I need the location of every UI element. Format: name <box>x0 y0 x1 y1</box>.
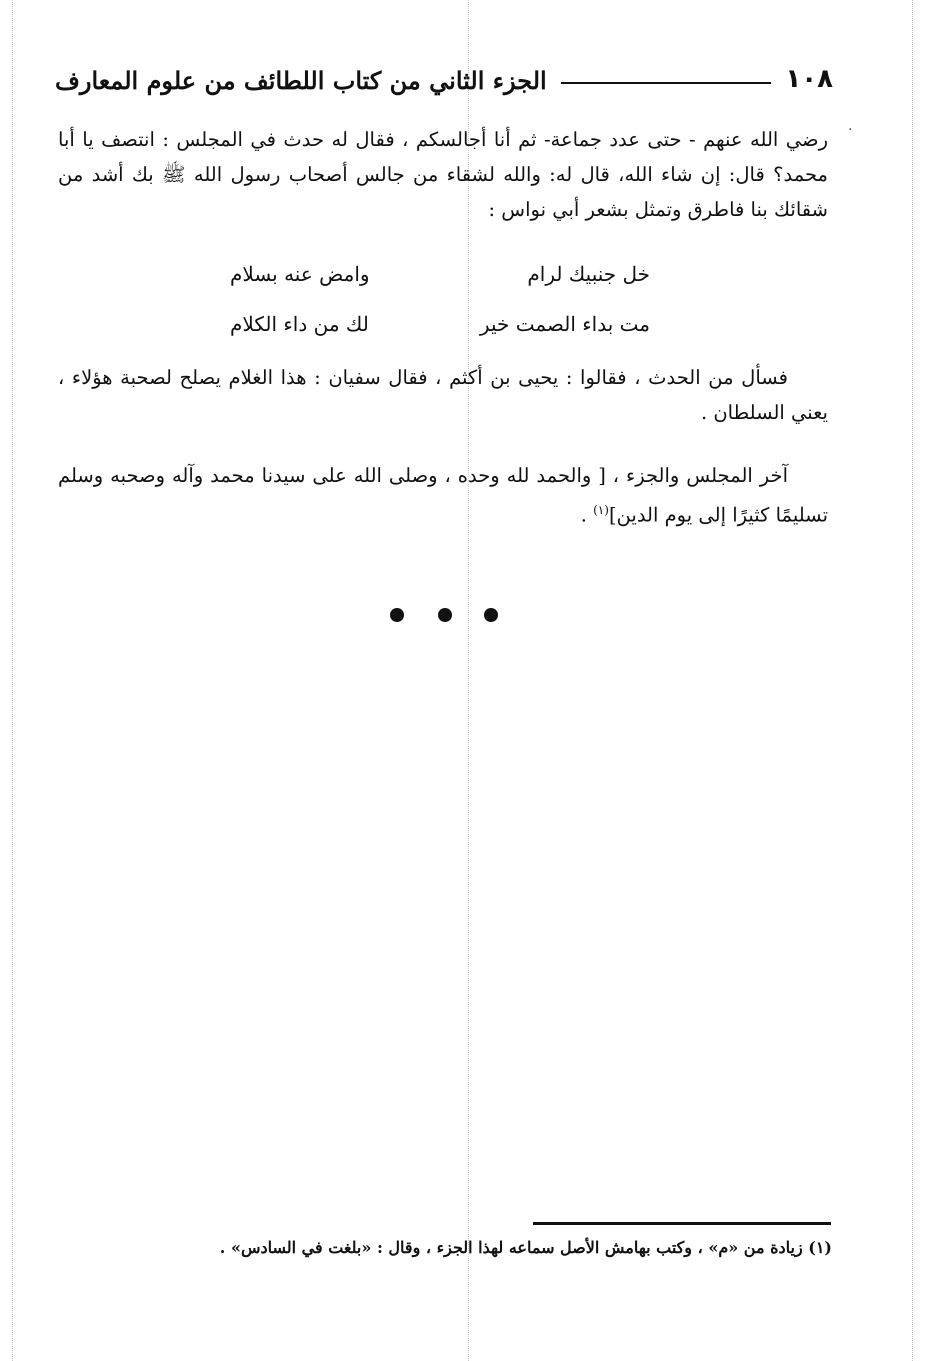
footnote-reference[interactable]: (١) <box>593 503 609 517</box>
footnote-separator <box>533 1222 831 1225</box>
section-divider-dots <box>380 600 510 630</box>
paragraph-3-period: . <box>580 503 594 527</box>
divider-dot <box>390 608 404 622</box>
scan-artifact-line <box>12 0 13 1361</box>
verse-1-first-hemistich: خل جنبيك لرام <box>527 262 650 286</box>
verse-line-1 <box>230 262 650 292</box>
running-title: الجزء الثاني من كتاب اللطائف من علوم المعارف <box>55 66 547 95</box>
divider-dot <box>484 608 498 622</box>
paragraph-3-text: آخر المجلس والجزء ، [ والحمد لله وحده ، وصلى الله على سيدنا محمد وآله وصحبه وسلم تسليمًا كثيرًا إلى يوم الدين] <box>58 464 828 527</box>
margin-mark: · <box>848 122 853 138</box>
running-header <box>55 62 833 102</box>
paragraph-1: رضي الله عنهم - حتى عدد جماعة- ثم أنا أجالسكم ، فقال له حدث في المجلس : انتصف يا أبا محمد؟ قال: إن شاء الله، قال له: والله لشقاء من جالس أصحاب رسول الله ﷺ بك أشد من شقائك بنا فاطرق وتمثل بشعر أبي نواس : <box>58 128 828 221</box>
scan-artifact-line <box>912 0 913 1361</box>
page-number: ١٠٨ <box>785 64 833 94</box>
verse-line-2 <box>230 312 650 342</box>
paragraph-3 <box>58 458 828 533</box>
footnote: (١) زيادة من «م» ، وكتب بهامش الأصل سماعه لهذا الجزء ، وقال : «بلغت في السادس» . <box>219 1238 832 1257</box>
divider-dot <box>438 608 452 622</box>
header-rule <box>561 82 771 84</box>
paragraph-2: فسأل من الحدث ، فقالوا : يحيى بن أكثم ، فقال سفيان : هذا الغلام يصلح لصحبة هؤلاء ، يعني السلطان . <box>58 366 828 424</box>
verse-1-second-hemistich: وامض عنه بسلام <box>230 262 370 286</box>
verse-2-second-hemistich: لك من داء الكلام <box>230 312 369 336</box>
verse-2-first-hemistich: مت بداء الصمت خير <box>479 312 650 336</box>
